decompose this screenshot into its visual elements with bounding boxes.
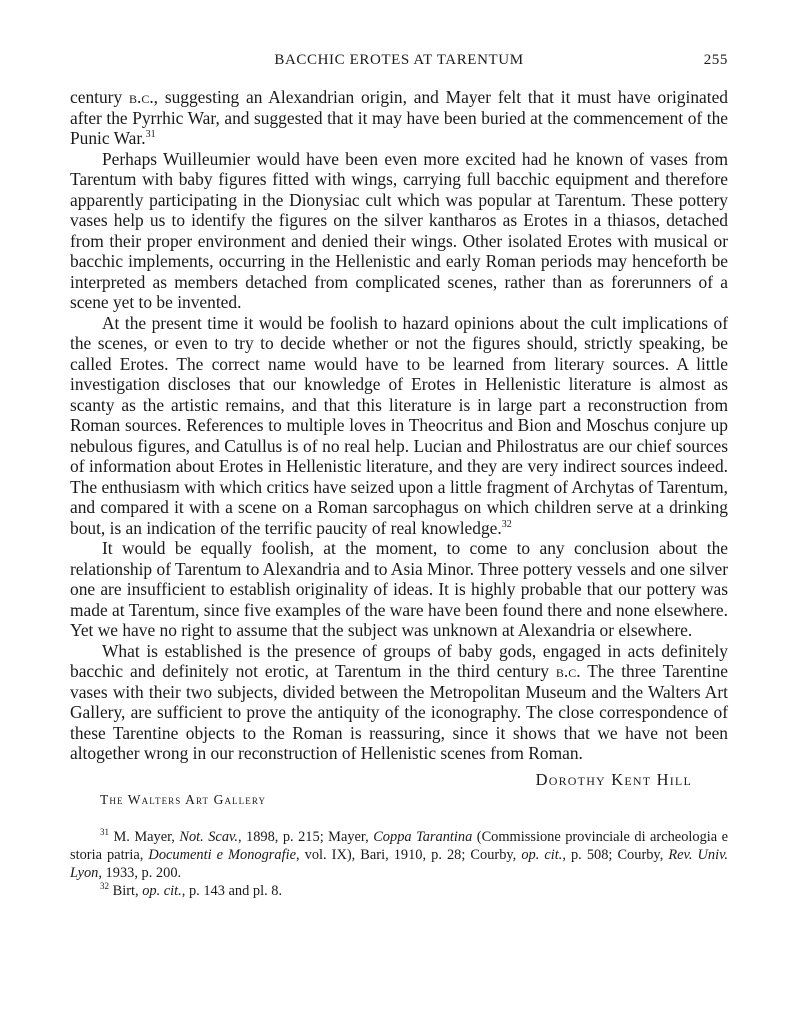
citation-title: Documenti e Monografie (148, 846, 296, 863)
footnote-31 (70, 828, 728, 882)
paragraph-3 (70, 313, 728, 539)
footnote-32 (70, 882, 728, 900)
citation-title: Not. Scav. (179, 828, 238, 845)
paragraph-4: It would be equally foolish, at the moment, to come to any conclusion about the relationship of Tarentum to Alexandria and to Asia Minor. Three pottery vessels and one silver one are insufficient to establish originality of ideas. It is highly probable that our pottery was made at Tarentum, since five examples of the ware have been found there and none elsewhere. Yet we have no right to assume that the subject was unknown at Alexandria or elsewhere. (70, 538, 728, 640)
paragraph-5-text-a: What is established is the presence of groups of baby gods, engaged in acts definitely bacchic and definitely not erotic, at Tarentum in the third century (70, 640, 728, 681)
footnote-text: , vol. IX), Bari, 1910, p. 28; Courby, (296, 846, 522, 863)
author-signature: Dorothy Kent Hill (535, 769, 692, 789)
paragraph-3-text: At the present time it would be foolish to hazard opinions about the cult implications of the scenes, or even to try to decide whether or not the figures should, strictly speaking, be called Erotes. The correct name would have to be learned from literary sources. A little investigation discloses that our knowledge of Erotes in Hellenistic literature is almost as scanty as the artistic remains, and that this literature is in large part a reconstruction from Roman sources. References to multiple loves in Theocritus and Bion and Moschus conjure up nebulous figures, and Catullus is of no real help. Lucian and Philostratus are our chief sources of information about Erotes in Hellenistic literature, and they are very indirect sources indeed. The enthusiasm with which critics have seized upon a little fragment of Archytas of Tarentum, and compared it with a scene on a Roman sarcophagus on which children serve at a drinking bout, is an indication of the terrific paucity of real knowledge. (70, 312, 728, 538)
paragraph-2: Perhaps Wuilleumier would have been even more excited had he known of vases from Tarentum with baby figures fitted with wings, carrying full bacchic equipment and therefore apparently participating in the Dionysiac cult which was popular at Tarentum. These pottery vases help us to identify the figures on the silver kantharos as Erotes in a thiasos, detached from their proper environment and denied their wings. Other isolated Erotes with musical or bacchic implements, occurring in the Hellenistic and early Roman periods may henceforth be interpreted as members detached from complicated scenes, rather than as forerunners of a scene yet to be invented. (70, 148, 728, 312)
citation-title: Coppa Tarantina (373, 828, 473, 845)
footnote-number: 32 (100, 880, 109, 891)
footnote-text: M. Mayer, (109, 828, 180, 845)
footnote-text: , p. 508; Courby, (562, 846, 669, 863)
citation-title: op. cit. (142, 882, 182, 899)
article-body (70, 87, 728, 764)
footnote-text: , p. 143 and pl. 8. (181, 882, 283, 899)
era-abbreviation: b.c. (555, 661, 581, 681)
paragraph-5 (70, 641, 728, 764)
paragraph-5-text-b: The three Tarentine vases with their two subjects, divided between the Metropolitan Museum and the Walters Art Gallery, are sufficient to prove the antiquity of the iconography. The close correspondence of these Tarentine objects to the Roman is reassuring, since it shows that we have not been altogether wrong in our reconstruction of Hellenistic scenes from Roman. (70, 661, 728, 763)
journal-page (70, 50, 728, 900)
footnote-text: , 1898, p. 215; Mayer, (237, 828, 374, 845)
paragraph-1 (70, 87, 728, 149)
running-title: BACCHIC EROTES AT TARENTUM (274, 52, 524, 68)
paragraph-1-text-a: century (70, 87, 129, 107)
footnote-text: (Commissione provinciale di archeologia e storia patria, (70, 828, 729, 863)
footnote-ref-31[interactable]: 31 (145, 129, 156, 141)
footnote-text: Birt, (109, 882, 143, 899)
running-head (70, 50, 728, 74)
footnotes (70, 828, 728, 900)
author-affiliation: The Walters Art Gallery (100, 791, 267, 807)
footnote-number: 31 (100, 826, 109, 837)
footnote-ref-32[interactable]: 32 (501, 518, 512, 530)
page-number: 255 (703, 52, 728, 68)
citation-title: op. cit. (521, 846, 563, 863)
footnote-text: , 1933, p. 200. (98, 864, 182, 881)
era-abbreviation: b.c. (128, 87, 154, 107)
citation-title: Rev. Univ. Lyon (70, 846, 728, 881)
paragraph-1-text-b: , suggesting an Alexandrian origin, and Mayer felt that it must have originated after the Pyrrhic War, and suggested that it may have been buried at the commencement of the Punic War. (70, 87, 728, 148)
